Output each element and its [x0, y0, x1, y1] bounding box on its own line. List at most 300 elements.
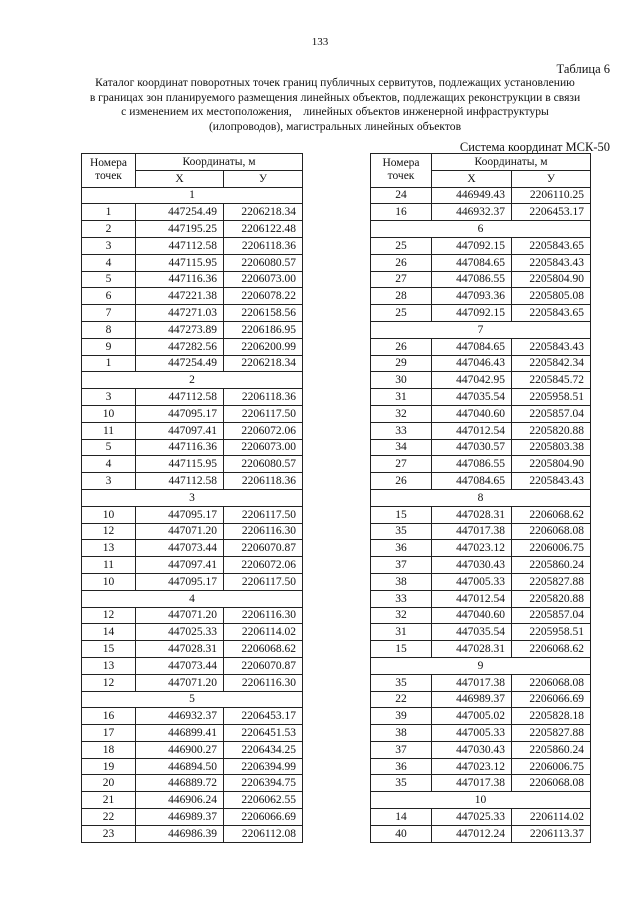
group-row: [82, 489, 303, 506]
y-coordinate-cell: 2206158.56: [224, 305, 303, 322]
y-coordinate-cell: 2206118.36: [224, 389, 303, 406]
table-row: [82, 792, 303, 809]
group-row: [371, 321, 591, 338]
table-row: [82, 775, 303, 792]
point-number-cell: 12: [82, 523, 136, 540]
y-coordinate-cell: 2205828.18: [512, 708, 591, 725]
table-row: [371, 237, 591, 254]
x-coordinate-cell: 447005.02: [432, 708, 512, 725]
table-row: [371, 809, 591, 826]
x-coordinate-cell: 447017.38: [432, 523, 512, 540]
x-coordinate-cell: 447084.65: [432, 473, 512, 490]
table-row: [371, 825, 591, 842]
point-number-cell: 14: [82, 624, 136, 641]
table-row: [82, 540, 303, 557]
table-row: [82, 355, 303, 372]
x-coordinate-cell: 446900.27: [136, 741, 224, 758]
point-number-cell: 15: [371, 641, 432, 658]
table-row: [82, 573, 303, 590]
table-row: [371, 741, 591, 758]
table-row: [371, 573, 591, 590]
x-coordinate-cell: 447025.33: [136, 624, 224, 641]
point-number-cell: 31: [371, 624, 432, 641]
header-point-numbers: Номера точек: [371, 154, 432, 188]
x-coordinate-cell: 447012.54: [432, 590, 512, 607]
group-row: [371, 221, 591, 238]
x-coordinate-cell: 447115.95: [136, 254, 224, 271]
y-coordinate-cell: 2206453.17: [224, 708, 303, 725]
group-row: [371, 657, 591, 674]
point-number-cell: 6: [82, 288, 136, 305]
x-coordinate-cell: 447116.36: [136, 439, 224, 456]
point-number-cell: 3: [82, 237, 136, 254]
point-number-cell: 23: [82, 825, 136, 842]
table-row: [371, 389, 591, 406]
x-coordinate-cell: 447017.38: [432, 674, 512, 691]
caption-line: с изменением их местоположения, линейных объектов инженерной инфраструктуры: [121, 105, 549, 118]
point-number-cell: 9: [82, 338, 136, 355]
x-coordinate-cell: 447095.17: [136, 506, 224, 523]
table-row: [82, 237, 303, 254]
x-coordinate-cell: 447071.20: [136, 607, 224, 624]
y-coordinate-cell: 2206451.53: [224, 725, 303, 742]
x-coordinate-cell: 447035.54: [432, 389, 512, 406]
point-number-cell: 39: [371, 708, 432, 725]
table-row: [82, 204, 303, 221]
table-row: [82, 338, 303, 355]
y-coordinate-cell: 2205860.24: [512, 557, 591, 574]
point-number-cell: 13: [82, 657, 136, 674]
table-row: [371, 506, 591, 523]
x-coordinate-cell: 446906.24: [136, 792, 224, 809]
x-coordinate-cell: 447092.15: [432, 237, 512, 254]
coordinates-table-right: [370, 153, 591, 843]
y-coordinate-cell: 2206116.30: [224, 674, 303, 691]
point-number-cell: 34: [371, 439, 432, 456]
y-coordinate-cell: 2206117.50: [224, 506, 303, 523]
x-coordinate-cell: 447012.54: [432, 422, 512, 439]
table-row: [371, 607, 591, 624]
point-number-cell: 11: [82, 557, 136, 574]
table-row: [82, 725, 303, 742]
x-coordinate-cell: 447073.44: [136, 540, 224, 557]
header-point-numbers: Номера точек: [82, 154, 136, 188]
table-row: [371, 204, 591, 221]
caption-line: в границах зон планируемого размещения линейных объектов, подлежащих реконструкции в связи: [89, 90, 581, 104]
x-coordinate-cell: 447097.41: [136, 557, 224, 574]
x-coordinate-cell: 446932.37: [432, 204, 512, 221]
y-coordinate-cell: 2205845.72: [512, 372, 591, 389]
table-row: [371, 473, 591, 490]
x-coordinate-cell: 447071.20: [136, 523, 224, 540]
y-coordinate-cell: 2206434.25: [224, 741, 303, 758]
y-coordinate-cell: 2206068.62: [512, 506, 591, 523]
x-coordinate-cell: 447046.43: [432, 355, 512, 372]
group-number: 1: [82, 187, 303, 204]
y-coordinate-cell: 2206112.08: [224, 825, 303, 842]
x-coordinate-cell: 447271.03: [136, 305, 224, 322]
x-coordinate-cell: 446899.41: [136, 725, 224, 742]
caption-line: (илопроводов), магистральных линейных объектов: [208, 119, 462, 133]
point-number-cell: 1: [82, 204, 136, 221]
y-coordinate-cell: 2206113.37: [512, 825, 591, 842]
table-row: [371, 355, 591, 372]
point-number-cell: 32: [371, 607, 432, 624]
x-coordinate-cell: 447035.54: [432, 624, 512, 641]
table-row: [371, 775, 591, 792]
x-coordinate-cell: 447112.58: [136, 389, 224, 406]
x-coordinate-cell: 447012.24: [432, 825, 512, 842]
table-row: [371, 422, 591, 439]
table-row: [82, 254, 303, 271]
point-number-cell: 33: [371, 590, 432, 607]
y-coordinate-cell: 2206394.75: [224, 775, 303, 792]
point-number-cell: 26: [371, 338, 432, 355]
x-coordinate-cell: 447030.43: [432, 741, 512, 758]
x-coordinate-cell: 447097.41: [136, 422, 224, 439]
table-row: [82, 657, 303, 674]
x-coordinate-cell: 447115.95: [136, 456, 224, 473]
y-coordinate-cell: 2205843.65: [512, 237, 591, 254]
caption-line: Каталог координат поворотных точек границ публичных сервитутов, подлежащих установлению: [95, 76, 575, 89]
y-coordinate-cell: 2205827.88: [512, 725, 591, 742]
point-number-cell: 15: [371, 506, 432, 523]
point-number-cell: 10: [82, 506, 136, 523]
table-row: [371, 590, 591, 607]
table-row: [82, 557, 303, 574]
y-coordinate-cell: 2205843.43: [512, 338, 591, 355]
point-number-cell: 24: [371, 187, 432, 204]
point-number-cell: 15: [82, 641, 136, 658]
x-coordinate-cell: 447040.60: [432, 405, 512, 422]
point-number-cell: 38: [371, 725, 432, 742]
table-row: [371, 187, 591, 204]
table-row: [82, 439, 303, 456]
point-number-cell: 38: [371, 573, 432, 590]
x-coordinate-cell: 447042.95: [432, 372, 512, 389]
table-row: [371, 254, 591, 271]
y-coordinate-cell: 2206073.00: [224, 439, 303, 456]
y-coordinate-cell: 2205803.38: [512, 439, 591, 456]
table-row: [371, 674, 591, 691]
table-row: [82, 506, 303, 523]
y-coordinate-cell: 2206066.69: [512, 691, 591, 708]
point-number-cell: 35: [371, 674, 432, 691]
point-number-cell: 29: [371, 355, 432, 372]
y-coordinate-cell: 2206200.99: [224, 338, 303, 355]
x-coordinate-cell: 447028.31: [136, 641, 224, 658]
point-number-cell: 12: [82, 674, 136, 691]
table-row: [82, 809, 303, 826]
x-coordinate-cell: 447030.43: [432, 557, 512, 574]
x-coordinate-cell: 447092.15: [432, 305, 512, 322]
point-number-cell: 16: [82, 708, 136, 725]
y-coordinate-cell: 2205842.34: [512, 355, 591, 372]
group-row: [371, 489, 591, 506]
x-coordinate-cell: 446894.50: [136, 758, 224, 775]
table-row: [371, 557, 591, 574]
y-coordinate-cell: 2205958.51: [512, 624, 591, 641]
y-coordinate-cell: 2206117.50: [224, 405, 303, 422]
x-coordinate-cell: 447005.33: [432, 573, 512, 590]
header-coordinates: Координаты, м: [432, 154, 591, 171]
y-coordinate-cell: 2206068.62: [224, 641, 303, 658]
y-coordinate-cell: 2206116.30: [224, 607, 303, 624]
table-row: [82, 456, 303, 473]
x-coordinate-cell: 446889.72: [136, 775, 224, 792]
x-coordinate-cell: 447028.31: [432, 641, 512, 658]
y-coordinate-cell: 2205820.88: [512, 422, 591, 439]
point-number-cell: 31: [371, 389, 432, 406]
table-row: [371, 691, 591, 708]
point-number-cell: 2: [82, 221, 136, 238]
table-label: Таблица 6: [556, 62, 610, 76]
point-number-cell: 10: [82, 405, 136, 422]
table-row: [82, 624, 303, 641]
x-coordinate-cell: 447254.49: [136, 204, 224, 221]
y-coordinate-cell: 2206186.95: [224, 321, 303, 338]
point-number-cell: 20: [82, 775, 136, 792]
x-coordinate-cell: 447086.55: [432, 456, 512, 473]
point-number-cell: 25: [371, 237, 432, 254]
point-number-cell: 4: [82, 456, 136, 473]
table-caption: [40, 76, 630, 134]
table-row: [371, 405, 591, 422]
table-row: [371, 540, 591, 557]
y-coordinate-cell: 2206453.17: [512, 204, 591, 221]
table-row: [82, 741, 303, 758]
coordinates-table-left: [81, 153, 303, 843]
y-coordinate-cell: 2206062.55: [224, 792, 303, 809]
point-number-cell: 13: [82, 540, 136, 557]
x-coordinate-cell: 447023.12: [432, 758, 512, 775]
table-row: [82, 271, 303, 288]
table-row: [82, 288, 303, 305]
page-number: 133: [311, 36, 329, 48]
table-row: [371, 523, 591, 540]
point-number-cell: 35: [371, 775, 432, 792]
point-number-cell: 40: [371, 825, 432, 842]
group-number: 4: [82, 590, 303, 607]
x-coordinate-cell: 447040.60: [432, 607, 512, 624]
table-row: [371, 641, 591, 658]
table-row: [371, 624, 591, 641]
table-row: [371, 288, 591, 305]
point-number-cell: 35: [371, 523, 432, 540]
group-number: 5: [82, 691, 303, 708]
group-number: 6: [371, 221, 591, 238]
y-coordinate-cell: 2206072.06: [224, 422, 303, 439]
x-coordinate-cell: 447084.65: [432, 338, 512, 355]
x-coordinate-cell: 447023.12: [432, 540, 512, 557]
y-coordinate-cell: 2205958.51: [512, 389, 591, 406]
group-row: [82, 590, 303, 607]
x-coordinate-cell: 447095.17: [136, 573, 224, 590]
table-row: [82, 473, 303, 490]
point-number-cell: 25: [371, 305, 432, 322]
header-x: X: [432, 170, 512, 187]
group-row: [82, 372, 303, 389]
x-coordinate-cell: 447030.57: [432, 439, 512, 456]
x-coordinate-cell: 447254.49: [136, 355, 224, 372]
table-row: [82, 305, 303, 322]
table-row: [82, 708, 303, 725]
y-coordinate-cell: 2206006.75: [512, 758, 591, 775]
y-coordinate-cell: 2206073.00: [224, 271, 303, 288]
y-coordinate-cell: 2206070.87: [224, 540, 303, 557]
table-row: [82, 221, 303, 238]
y-coordinate-cell: 2206114.02: [224, 624, 303, 641]
point-number-cell: 8: [82, 321, 136, 338]
table-row: [82, 523, 303, 540]
table-row: [82, 389, 303, 406]
point-number-cell: 33: [371, 422, 432, 439]
point-number-cell: 21: [82, 792, 136, 809]
y-coordinate-cell: 2206068.62: [512, 641, 591, 658]
point-number-cell: 37: [371, 741, 432, 758]
y-coordinate-cell: 2206118.36: [224, 237, 303, 254]
point-number-cell: 27: [371, 271, 432, 288]
y-coordinate-cell: 2206116.30: [224, 523, 303, 540]
table-row: [371, 725, 591, 742]
table-row: [82, 674, 303, 691]
table-row: [371, 758, 591, 775]
x-coordinate-cell: 447282.56: [136, 338, 224, 355]
x-coordinate-cell: 446989.37: [136, 809, 224, 826]
x-coordinate-cell: 447086.55: [432, 271, 512, 288]
point-number-cell: 18: [82, 741, 136, 758]
group-number: 3: [82, 489, 303, 506]
y-coordinate-cell: 2206118.36: [224, 473, 303, 490]
point-number-cell: 28: [371, 288, 432, 305]
x-coordinate-cell: 447116.36: [136, 271, 224, 288]
x-coordinate-cell: 446986.39: [136, 825, 224, 842]
table-body: [371, 187, 591, 842]
point-number-cell: 3: [82, 473, 136, 490]
table-row: [82, 321, 303, 338]
x-coordinate-cell: 447221.38: [136, 288, 224, 305]
y-coordinate-cell: 2206218.34: [224, 355, 303, 372]
y-coordinate-cell: 2205843.65: [512, 305, 591, 322]
group-number: 2: [82, 372, 303, 389]
y-coordinate-cell: 2205843.43: [512, 473, 591, 490]
point-number-cell: 17: [82, 725, 136, 742]
point-number-cell: 26: [371, 473, 432, 490]
y-coordinate-cell: 2205857.04: [512, 607, 591, 624]
x-coordinate-cell: 446949.43: [432, 187, 512, 204]
y-coordinate-cell: 2206068.08: [512, 775, 591, 792]
y-coordinate-cell: 2206080.57: [224, 456, 303, 473]
point-number-cell: 26: [371, 254, 432, 271]
table-row: [371, 338, 591, 355]
point-number-cell: 32: [371, 405, 432, 422]
table-row: [82, 758, 303, 775]
y-coordinate-cell: 2205805.08: [512, 288, 591, 305]
point-number-cell: 10: [82, 573, 136, 590]
y-coordinate-cell: 2206122.48: [224, 221, 303, 238]
point-number-cell: 12: [82, 607, 136, 624]
y-coordinate-cell: 2206068.08: [512, 523, 591, 540]
point-number-cell: 36: [371, 758, 432, 775]
x-coordinate-cell: 447112.58: [136, 237, 224, 254]
header-coordinates: Координаты, м: [136, 154, 303, 171]
point-number-cell: 5: [82, 271, 136, 288]
point-number-cell: 14: [371, 809, 432, 826]
header-x: X: [136, 170, 224, 187]
x-coordinate-cell: 447017.38: [432, 775, 512, 792]
x-coordinate-cell: 447195.25: [136, 221, 224, 238]
point-number-cell: 36: [371, 540, 432, 557]
table-row: [82, 825, 303, 842]
y-coordinate-cell: 2205827.88: [512, 573, 591, 590]
point-number-cell: 3: [82, 389, 136, 406]
y-coordinate-cell: 2205857.04: [512, 405, 591, 422]
group-row: [371, 792, 591, 809]
group-row: [82, 691, 303, 708]
y-coordinate-cell: 2205843.43: [512, 254, 591, 271]
table-row: [82, 422, 303, 439]
y-coordinate-cell: 2205804.90: [512, 271, 591, 288]
x-coordinate-cell: 447084.65: [432, 254, 512, 271]
point-number-cell: 7: [82, 305, 136, 322]
table-body: [82, 187, 303, 842]
point-number-cell: 11: [82, 422, 136, 439]
x-coordinate-cell: 447025.33: [432, 809, 512, 826]
x-coordinate-cell: 447073.44: [136, 657, 224, 674]
table-row: [371, 456, 591, 473]
y-coordinate-cell: 2206117.50: [224, 573, 303, 590]
table-row: [371, 271, 591, 288]
group-row: [82, 187, 303, 204]
x-coordinate-cell: 446989.37: [432, 691, 512, 708]
group-number: 9: [371, 657, 591, 674]
point-number-cell: 5: [82, 439, 136, 456]
y-coordinate-cell: 2206068.08: [512, 674, 591, 691]
table-row: [371, 305, 591, 322]
table-row: [371, 439, 591, 456]
header-y: У: [512, 170, 591, 187]
group-number: 8: [371, 489, 591, 506]
x-coordinate-cell: 447273.89: [136, 321, 224, 338]
y-coordinate-cell: 2206070.87: [224, 657, 303, 674]
x-coordinate-cell: 447093.36: [432, 288, 512, 305]
header-y: У: [224, 170, 303, 187]
y-coordinate-cell: 2206066.69: [224, 809, 303, 826]
y-coordinate-cell: 2206394.99: [224, 758, 303, 775]
coordinate-system-label: Система координат МСК-50: [459, 140, 610, 154]
point-number-cell: 19: [82, 758, 136, 775]
y-coordinate-cell: 2206114.02: [512, 809, 591, 826]
y-coordinate-cell: 2206080.57: [224, 254, 303, 271]
y-coordinate-cell: 2206218.34: [224, 204, 303, 221]
group-number: 7: [371, 321, 591, 338]
y-coordinate-cell: 2206078.22: [224, 288, 303, 305]
point-number-cell: 22: [371, 691, 432, 708]
x-coordinate-cell: 447005.33: [432, 725, 512, 742]
x-coordinate-cell: 447028.31: [432, 506, 512, 523]
table-row: [82, 405, 303, 422]
y-coordinate-cell: 2205820.88: [512, 590, 591, 607]
table-row: [82, 641, 303, 658]
x-coordinate-cell: 446932.37: [136, 708, 224, 725]
group-number: 10: [371, 792, 591, 809]
x-coordinate-cell: 447095.17: [136, 405, 224, 422]
point-number-cell: 27: [371, 456, 432, 473]
x-coordinate-cell: 447071.20: [136, 674, 224, 691]
point-number-cell: 22: [82, 809, 136, 826]
table-row: [82, 607, 303, 624]
point-number-cell: 16: [371, 204, 432, 221]
